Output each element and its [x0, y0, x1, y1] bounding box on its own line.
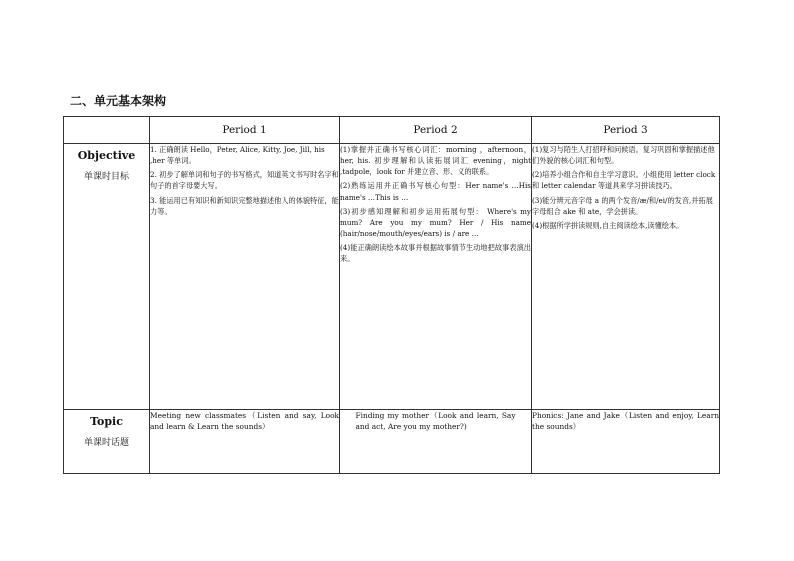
objective-p2-item: (3)初步感知理解和初步运用拓展句型： Where's my mum? Are you my mum? Her / His name (hair/nose/mouth/eyes/ears) is / are …: [340, 206, 531, 239]
header-corner-cell: [64, 117, 150, 144]
topic-period-3: Phonics: Jane and Jake（Listen and enjoy, Learn the sounds）: [532, 410, 720, 474]
objective-p3-item: (2)培养小组合作和自主学习意识。小组使用 letter clock 和 letter calendar 等道具来学习拼读技巧。: [532, 170, 716, 191]
header-period-2: Period 2: [340, 117, 532, 144]
unit-structure-table: [63, 116, 720, 474]
objective-period-3: [532, 144, 720, 410]
objective-period-2: [340, 144, 532, 410]
objective-row-header: [64, 144, 150, 410]
topic-label-en: Topic: [90, 415, 123, 428]
section-heading: 二、单元基本架构: [70, 94, 167, 108]
objective-label-cn: 单课时目标: [83, 172, 129, 182]
objective-p3-item: (3)能分辨元音字母 a 的两个发音/æ/和/ei/的发音,并拓展字母组合 ake 和 ate，学会拼读。: [532, 195, 713, 216]
objective-p1-item: 3. 能运用已有知识和新知识完整地描述他人的体貌特征，能力等。: [150, 195, 339, 216]
objective-p3-item: (4)根据所学拼读规则,自主阅读绘本,读懂绘本。: [532, 220, 684, 230]
objective-row: [64, 144, 720, 410]
objective-label-en: Objective: [77, 149, 136, 162]
objective-p1-item: 1. 正确朗读 Hello，Peter, Alice, Kitty, Joe, Jill, his ,her 等单词。: [150, 145, 325, 166]
topic-period-2: [340, 410, 532, 474]
header-period-3: Period 3: [532, 117, 720, 144]
objective-p3-item: (1)复习与陌生人打招呼和问候语。复习巩固和掌握描述他们外貌的核心词汇和句型。: [532, 145, 715, 166]
topic-row: [64, 410, 720, 474]
objective-period-1: [150, 144, 340, 410]
objective-p2-item: (1)掌握并正确书写核心词汇：morning ，afternoon，her, his. 初步理解和认读拓展词汇 evening，night ,tadpole，look for 并建立音、形、义的联系。: [340, 145, 531, 177]
topic-row-header: [64, 410, 150, 474]
topic-period-2-text: Finding my mother（Look and learn, Say and act, Are you my mother?): [355, 411, 516, 432]
topic-label-cn: 单课时话题: [83, 438, 129, 448]
header-row: [64, 117, 720, 144]
objective-p1-item: 2. 初步了解单词和句子的书写格式，知道英文书写时名字和句子的首字母要大写。: [150, 170, 339, 191]
objective-p2-item: (4)能正确朗读绘本故事并根据故事情节生动地把故事表演出来。: [340, 243, 531, 264]
header-period-1: Period 1: [150, 117, 340, 144]
objective-p2-item: (2)熟练运用并正确书写核心句型：Her name's …His name's …This is …: [340, 181, 531, 202]
topic-period-1: Meeting new classmates（Listen and say, Look and learn & Learn the sounds）: [150, 410, 340, 474]
